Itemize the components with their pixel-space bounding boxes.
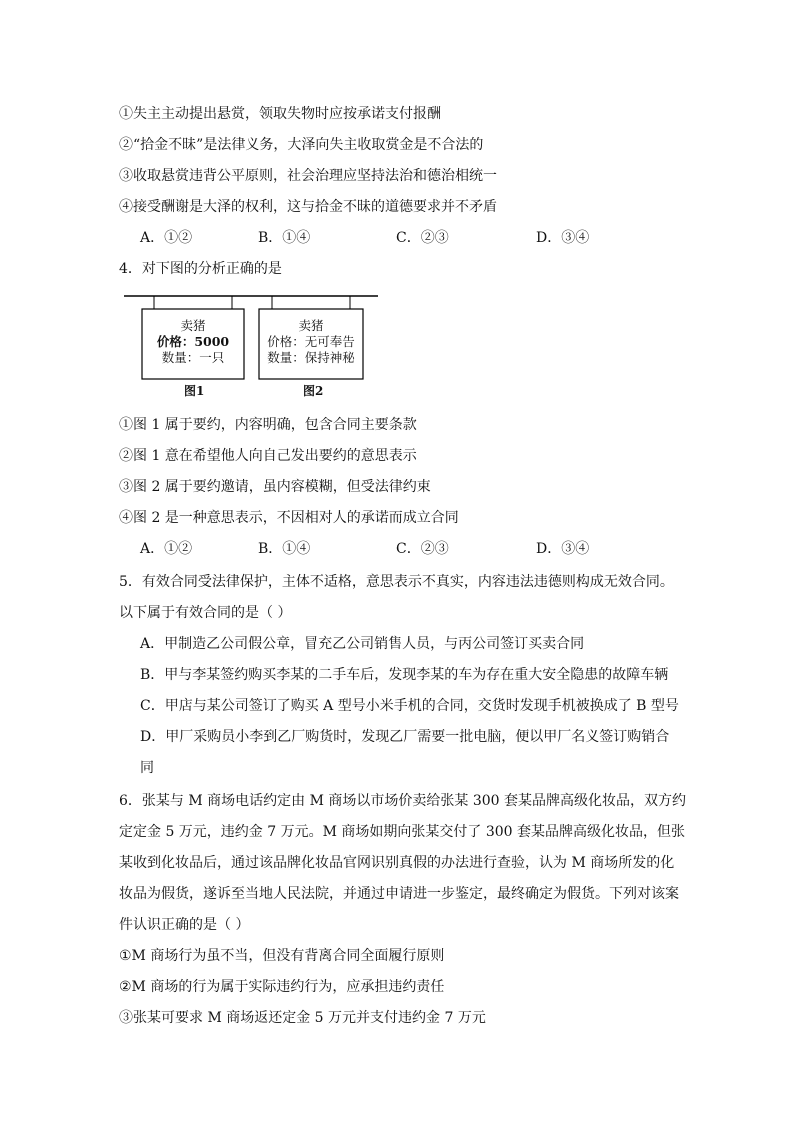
q6-stem-line3: 某收到化妆品后，通过该品牌化妆品官网识别真假的办法进行查验，认为 M 商场所发的化 [119,855,675,871]
box2-price: 价格：无可奉告 [267,334,355,349]
q6-item-3: ③张某可要求 M 商场返还定金 5 万元并支付违约金 7 万元 [119,1010,486,1026]
q3-item-4: ④接受酬谢是大泽的权利，这与拾金不昧的道德要求并不矛盾 [119,199,497,215]
q3-option-b[interactable]: B．①④ [258,230,311,246]
q4-option-c[interactable]: C．②③ [396,541,449,557]
q6-stem-line1: 6．张某与 M 商场电话约定由 M 商场以市场价卖给张某 300 套某品牌高级化妆品，双方约 [119,793,686,809]
q3-item-2: ②“拾金不昧”是法律义务，大泽向失主收取赏金是不合法的 [119,137,484,153]
q4-option-a[interactable]: A．①② [140,541,193,557]
q3-option-a[interactable]: A．①② [140,230,193,246]
q4-option-d[interactable]: D．③④ [536,541,590,557]
q3-item-1: ①失主主动提出悬赏，领取失物时应按承诺支付报酬 [119,106,441,122]
q4-item-3: ③图 2 属于要约邀请，虽内容模糊，但受法律约束 [119,479,431,495]
q5-option-d[interactable]: D．甲厂采购员小李到乙厂购货时，发现乙厂需要一批电脑，便以甲厂名义签订购销合 [140,729,670,745]
q4-item-2: ②图 1 意在希望他人向自己发出要约的意思表示 [119,448,417,464]
box1-title: 卖猪 [180,318,206,333]
q4-stem: 4．对下图的分析正确的是 [119,261,282,277]
q3-item-3: ③收取悬赏违背公平原则，社会治理应坚持法治和德治相统一 [119,168,497,184]
q6-stem-line2: 定定金 5 万元，违约金 7 万元。M 商场如期向张某交付了 300 套某品牌高级化妆品，但张 [119,824,686,840]
q6-stem-line4: 妆品为假货，遂诉至当地人民法院，并通过申请进一步鉴定，最终确定为假货。下列对该案 [119,886,679,902]
q5-option-c[interactable]: C．甲店与某公司签订了购买 A 型号小米手机的合同，交货时发现手机被换成了 B 型号 [140,698,679,714]
box2-title: 卖猪 [298,318,324,333]
q5-option-b[interactable]: B．甲与李某签约购买李某的二手车后，发现李某的车为存在重大安全隐患的故障车辆 [140,667,669,683]
q6-stem-line5: 件认识正确的是（ ） [119,917,250,933]
q4-option-b[interactable]: B．①④ [258,541,311,557]
q3-option-d[interactable]: D．③④ [536,230,590,246]
q4-item-4: ④图 2 是一种意思表示，不因相对人的承诺而成立合同 [119,510,459,526]
q6-item-1: ①M 商场行为虽不当，但没有背离合同全面履行原则 [119,948,445,964]
q3-option-c[interactable]: C．②③ [396,230,449,246]
box2-quantity: 数量：保持神秘 [267,350,355,365]
q6-item-2: ②M 商场的行为属于实际违约行为，应承担违约责任 [119,979,445,995]
q5-option-d-cont: 同 [140,760,154,776]
q4-item-1: ①图 1 属于要约，内容明确，包含合同主要条款 [119,417,417,433]
q5-option-a[interactable]: A．甲制造乙公司假公章，冒充乙公司销售人员，与丙公司签订买卖合同 [140,636,585,652]
q5-stem-line2: 以下属于有效合同的是（ ） [119,605,292,621]
q5-stem-line1: 5．有效合同受法律保护，主体不适格，意思表示不真实，内容违法违德则构成无效合同。 [119,574,674,590]
box1-quantity: 数量：一只 [161,350,225,365]
box1-caption: 图1 [184,384,205,398]
box2-caption: 图2 [303,384,324,398]
box1-price: 价格：5000 [156,334,230,349]
